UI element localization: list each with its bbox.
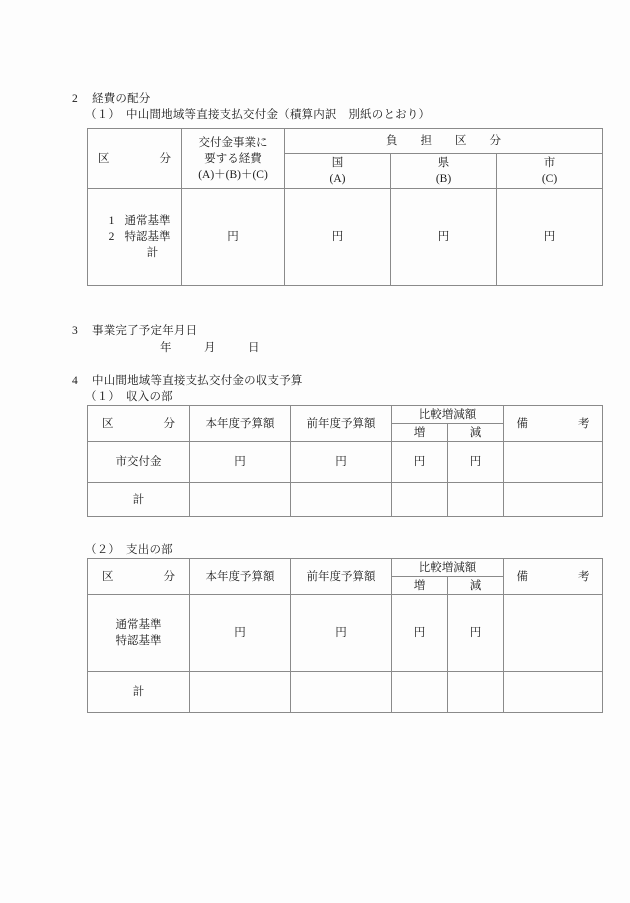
allocation-label-2	[88, 229, 181, 245]
allocation-header-expense	[182, 129, 285, 189]
income-header-decrease-label: 減	[469, 426, 482, 439]
income-row-1-previous-year[interactable]	[291, 442, 392, 483]
allocation-header-burden-group	[285, 129, 603, 154]
expense-header-increase	[392, 577, 448, 595]
allocation-header-prefecture	[391, 154, 497, 189]
income-row-2-decrease[interactable]	[448, 483, 504, 517]
expense-row-1-previous-year[interactable]	[291, 595, 392, 672]
allocation-header-expense-line1: 交付金事業に	[198, 136, 268, 149]
section-2-title: 経費の配分	[92, 93, 151, 105]
expense-row-1-label-line2: 特認基準	[115, 635, 162, 647]
expense-row-1-current-year-unit: 円	[234, 627, 246, 639]
income-row-1-label-text: 市交付金	[115, 456, 162, 468]
expense-header-remarks-label: 備 考	[516, 570, 599, 583]
allocation-cell-prefecture[interactable]	[391, 189, 497, 286]
allocation-header-expense-line2: 要する経費	[204, 152, 262, 165]
income-header-comparison-group	[392, 406, 504, 424]
allocation-header-expense-line3: (A)＋(B)＋(C)	[198, 168, 268, 181]
income-table	[87, 405, 603, 517]
section-3-heading	[72, 323, 197, 340]
allocation-label-1-text: 通常基準	[124, 215, 171, 227]
income-row-2-remarks[interactable]	[504, 483, 603, 517]
allocation-label-1	[88, 213, 181, 229]
income-header-increase	[392, 424, 448, 442]
income-row-1-label	[88, 442, 190, 483]
expense-header-increase-label: 増	[413, 579, 426, 592]
income-header-row-1	[88, 406, 603, 424]
income-header-kubun-label: 区 分	[102, 417, 184, 430]
allocation-label-2-text: 特認基準	[124, 231, 171, 243]
table-row	[88, 442, 603, 483]
allocation-cell-country[interactable]	[285, 189, 391, 286]
expense-row-2-previous-year[interactable]	[291, 672, 392, 713]
section-2-heading	[72, 91, 151, 108]
section-4-subsection-1: （１） 収入の部	[85, 391, 173, 403]
income-header-current-year-label: 本年度予算額	[205, 417, 275, 430]
expense-row-1-decrease-unit: 円	[469, 627, 482, 639]
allocation-cell-city-unit: 円	[543, 231, 556, 243]
expense-header-kubun	[88, 559, 190, 595]
expense-header-previous-year	[291, 559, 392, 595]
expense-table	[87, 558, 603, 713]
income-row-2-current-year[interactable]	[190, 483, 291, 517]
income-header-current-year	[190, 406, 291, 442]
allocation-header-row-1	[88, 129, 603, 154]
section-4-heading	[72, 373, 303, 390]
income-row-1-increase-unit: 円	[413, 456, 426, 468]
income-row-1-current-year-unit: 円	[234, 456, 246, 468]
allocation-body-labels	[88, 189, 182, 286]
income-header-remarks-label: 備 考	[516, 417, 599, 430]
section-4-title: 中山間地域等直接支払交付金の収支予算	[92, 375, 303, 387]
income-header-previous-year	[291, 406, 392, 442]
expense-row-1-remarks[interactable]	[504, 595, 603, 672]
allocation-header-kubun-label: 区 分	[98, 152, 180, 165]
income-row-1-increase[interactable]	[392, 442, 448, 483]
section-2-number: 2	[72, 93, 78, 105]
table-row	[88, 483, 603, 517]
table-row	[88, 595, 603, 672]
section-3-title: 事業完了予定年月日	[92, 325, 198, 337]
income-row-1-decrease-unit: 円	[469, 456, 482, 468]
date-month-label: 月	[204, 342, 216, 354]
allocation-cell-prefecture-unit: 円	[437, 231, 450, 243]
allocation-body-row	[88, 189, 603, 286]
allocation-header-city-line1: 市	[543, 157, 556, 169]
expense-row-2-label-text: 計	[132, 686, 145, 698]
expense-header-row-1	[88, 559, 603, 577]
expense-header-decrease	[448, 577, 504, 595]
expense-header-kubun-label: 区 分	[102, 570, 184, 583]
income-row-1-remarks[interactable]	[504, 442, 603, 483]
allocation-header-city-line2: (C)	[541, 173, 558, 185]
allocation-header-kubun	[88, 129, 182, 189]
income-header-remarks	[504, 406, 603, 442]
allocation-cell-country-unit: 円	[331, 231, 344, 243]
allocation-cell-city[interactable]	[497, 189, 603, 286]
section-4-subsection-2: （２） 支出の部	[85, 544, 173, 556]
expense-row-1-increase[interactable]	[392, 595, 448, 672]
section-3-number: 3	[72, 325, 78, 337]
expense-row-1-increase-unit: 円	[413, 627, 426, 639]
income-header-decrease	[448, 424, 504, 442]
expense-header-comparison-group-label: 比較増減額	[418, 561, 477, 574]
expense-header-current-year	[190, 559, 291, 595]
allocation-label-3	[88, 245, 181, 261]
section-2-subsection: （１） 中山間地域等直接支払交付金（積算内訳 別紙のとおり）	[85, 109, 431, 121]
section-4-number: 4	[72, 375, 78, 387]
allocation-cell-expense[interactable]	[182, 189, 285, 286]
allocation-table	[87, 128, 603, 286]
allocation-label-3-text: 計	[146, 247, 159, 259]
income-row-1-current-year[interactable]	[190, 442, 291, 483]
income-header-previous-year-label: 前年度予算額	[306, 417, 376, 430]
expense-header-comparison-group	[392, 559, 504, 577]
income-header-comparison-group-label: 比較増減額	[418, 408, 477, 421]
expense-row-2-increase[interactable]	[392, 672, 448, 713]
completion-date-line[interactable]	[160, 340, 260, 357]
income-row-1-previous-year-unit: 円	[335, 456, 347, 468]
expense-row-2-remarks[interactable]	[504, 672, 603, 713]
expense-row-1-label-line1: 通常基準	[115, 619, 162, 631]
allocation-header-city	[497, 154, 603, 189]
expense-row-1-label	[88, 595, 190, 672]
allocation-header-country-line2: (A)	[329, 173, 346, 185]
expense-row-1-previous-year-unit: 円	[335, 627, 347, 639]
allocation-header-country	[285, 154, 391, 189]
income-row-2-label	[88, 483, 190, 517]
expense-row-2-label	[88, 672, 190, 713]
allocation-label-1-no: 1	[108, 215, 115, 227]
income-row-1-decrease[interactable]	[448, 442, 504, 483]
allocation-header-burden-group-label: 負 担 区 分	[386, 135, 502, 147]
expense-row-1-current-year[interactable]	[190, 595, 291, 672]
allocation-header-country-line1: 国	[331, 157, 344, 169]
expense-header-previous-year-label: 前年度予算額	[306, 570, 376, 583]
allocation-header-prefecture-line1: 県	[437, 157, 450, 169]
allocation-header-prefecture-line2: (B)	[435, 173, 452, 185]
income-row-2-increase[interactable]	[392, 483, 448, 517]
expense-row-2-current-year[interactable]	[190, 672, 291, 713]
table-row	[88, 672, 603, 713]
date-year-label: 年	[160, 342, 172, 354]
income-row-2-label-text: 計	[132, 493, 145, 506]
allocation-label-2-no: 2	[108, 231, 115, 243]
expense-header-current-year-label: 本年度予算額	[205, 570, 275, 583]
allocation-cell-expense-unit: 円	[227, 231, 239, 243]
expense-header-decrease-label: 減	[469, 579, 482, 592]
expense-row-2-decrease[interactable]	[448, 672, 504, 713]
income-header-kubun	[88, 406, 190, 442]
expense-row-1-decrease[interactable]	[448, 595, 504, 672]
income-header-increase-label: 増	[413, 426, 426, 439]
income-row-2-previous-year[interactable]	[291, 483, 392, 517]
expense-header-remarks	[504, 559, 603, 595]
date-day-label: 日	[248, 342, 260, 354]
